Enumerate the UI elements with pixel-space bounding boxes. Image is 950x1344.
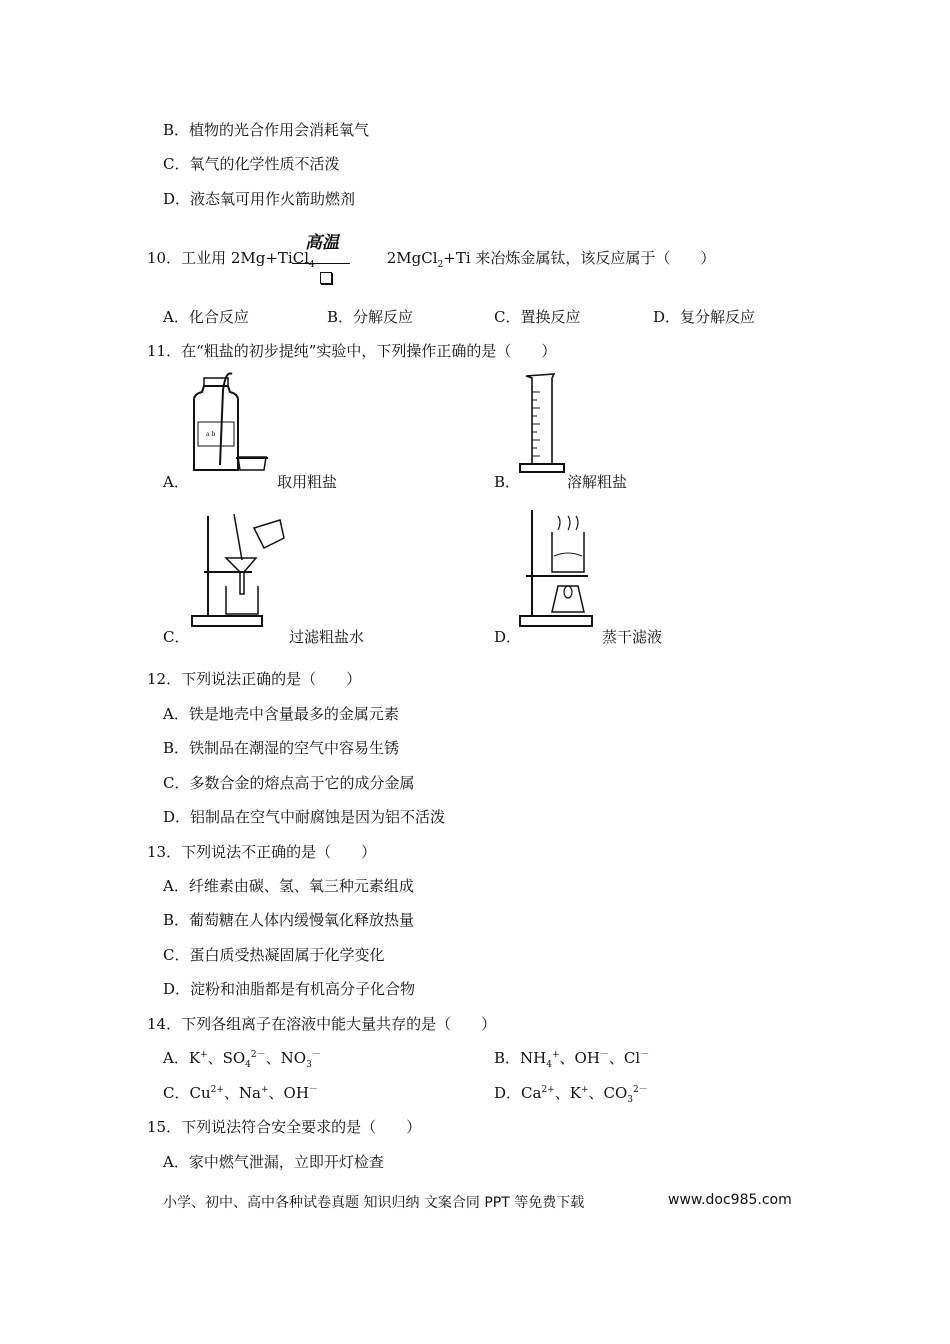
q10-option-a: A．化合反应 [163, 308, 249, 326]
q12-option-b: B．铁制品在潮湿的空气中容易生锈 [163, 739, 400, 757]
q13-option-a: A．纤维素由碳、氢、氧三种元素组成 [163, 877, 414, 895]
q9-option-d: D．液态氧可用作火箭助燃剂 [163, 190, 356, 208]
q14-option-d: D．$Ca^{2+}$、K+、$CO_3^{2-}$ [494, 1084, 648, 1105]
q12-option-d: D．铝制品在空气中耐腐蚀是因为铝不活泼 [163, 808, 446, 826]
q12-option-c: C．多数合金的熔点高于它的成分金属 [163, 774, 415, 792]
q9-option-b: B．植物的光合作用会消耗氧气 [163, 121, 370, 139]
q14-option-b: B．$NH_4^+$、OH－、Cl－ [494, 1049, 650, 1070]
q9-option-c: C．氧气的化学性质不活泼 [163, 155, 340, 173]
q11-option-d-letter: D． [494, 628, 522, 646]
q11-option-a-caption: 取用粗盐 [277, 473, 338, 491]
q10-option-d: D．复分解反应 [653, 308, 756, 326]
q10-option-b: B．分解反应 [327, 308, 414, 326]
q11-stem: 11．在“粗盐的初步提纯”实验中，下列操作正确的是（ ） [147, 342, 557, 360]
q11-option-b-caption: 溶解粗盐 [567, 473, 628, 491]
q13-option-c: C．蛋白质受热凝固属于化学变化 [163, 946, 385, 964]
q11-option-d-caption: 蒸干滤液 [602, 628, 663, 646]
q14-stem: 14．下列各组离子在溶液中能大量共存的是（ ） [147, 1015, 497, 1033]
footer-url[interactable]: www.doc985.com [668, 1192, 792, 1208]
q15-stem: 15．下列说法符合安全要求的是（ ） [147, 1118, 422, 1136]
figure-take-salt [190, 370, 270, 475]
figure-dissolve-salt [518, 372, 568, 475]
q13-stem: 13．下列说法不正确的是（ ） [147, 843, 377, 861]
q11-option-a-letter: A． [163, 473, 189, 491]
q12-stem: 12．下列说法正确的是（ ） [147, 670, 362, 688]
reaction-placeholder-box [320, 272, 332, 284]
q11-option-b-letter: B． [494, 473, 521, 491]
footer-text: 小学、初中、高中各种试卷真题 知识归纳 文案合同 PPT 等免费下载 [163, 1195, 585, 1211]
q11-option-c-caption: 过滤粗盐水 [289, 628, 365, 646]
q10-option-c: C．置换反应 [494, 308, 581, 326]
q10-stem: 10．工业用 2Mg+TiCl$_4$ 2MgCl$_2$+Ti 来冶炼金属钛，该反应属于（ ） [147, 249, 716, 270]
q13-option-b: B．葡萄糖在人体内缓慢氧化释放热量 [163, 911, 415, 929]
q14-option-a: A．K+、$SO_4^{2-}$、$NO_3^-$ [163, 1049, 321, 1070]
reaction-condition: 高温 [305, 233, 339, 253]
q11-option-c-letter: C． [163, 628, 190, 646]
svg-text:a b: a b [206, 431, 216, 438]
figure-filter-salt-water [190, 510, 290, 630]
q14-option-c: C．$Cu^{2+}$、Na+、OH－ [163, 1084, 318, 1102]
q13-option-d: D．淀粉和油脂都是有机高分子化合物 [163, 980, 416, 998]
q12-option-a: A．铁是地壳中含量最多的金属元素 [163, 705, 399, 723]
figure-evaporate-filtrate [518, 508, 598, 630]
q15-option-a: A．家中燃气泄漏，立即开灯检查 [163, 1153, 384, 1171]
